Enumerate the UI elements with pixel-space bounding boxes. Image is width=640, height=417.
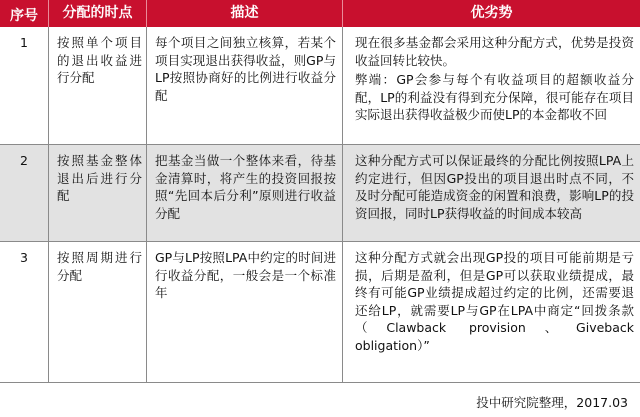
row-pros-cons — [342, 242, 640, 382]
header-timing: 分配的时点 — [48, 0, 146, 27]
pros-text: 现在很多基金都会采用这种分配方式，优势是投资收益回转比较快。 — [355, 35, 634, 68]
cons-text: 弊端：GP会参与每个有收益项目的超额收益分配，LP的利益没有得到充分保障，很可能存在项目实际退出获得收益极少而使LP的本金都收不回 — [355, 72, 634, 122]
table-row — [0, 242, 640, 383]
row-number: 3 — [20, 250, 28, 265]
header-pros-cons: 优劣势 — [342, 0, 640, 27]
row-pros-cons — [342, 145, 640, 241]
row-description: 每个项目之间独立核算，若某个项目实现退出获得收益，则GP与LP按照协商好的比例进行收益分配 — [146, 27, 342, 144]
header-no: 序号 — [10, 8, 38, 25]
table-row — [0, 27, 640, 145]
header-description: 描述 — [146, 0, 342, 27]
pros-cons-text: 这种分配方式就会出现GP投的项目可能前期是亏损，后期是盈利，但是GP可以获取业绩提成，最终有可能GP业绩提成超过约定的比例，还需要退还给LP，就需要LP与GP在LPA中商定“回拨条款（Clawback provision、Giveback obligation）” — [355, 250, 634, 353]
row-timing: 按照基金整体退出后进行分配 — [48, 145, 146, 241]
row-number: 1 — [20, 35, 28, 50]
row-description: GP与LP按照LPA中约定的时间进行收益分配，一般会是一个标准年 — [146, 242, 342, 382]
pros-cons-text: 这种分配方式可以保证最终的分配比例按照LPA上约定进行，但因GP投出的项目退出时点不同，不及时分配可能造成资金的闲置和浪费，影响LP的投资回报，同时LP获得收益的时间成本较高 — [355, 153, 634, 221]
row-pros-cons — [342, 27, 640, 144]
row-number: 2 — [20, 153, 28, 168]
row-timing: 按照单个项目的退出收益进行分配 — [48, 27, 146, 144]
table-header — [0, 0, 640, 27]
table-row — [0, 145, 640, 242]
source-note: 投中研究院整理，2017.03 — [476, 395, 628, 410]
row-timing: 按照周期进行分配 — [48, 242, 146, 382]
row-description: 把基金当做一个整体来看，待基金清算时，将产生的投资回报按照“先回本后分利”原则进行收益分配 — [146, 145, 342, 241]
